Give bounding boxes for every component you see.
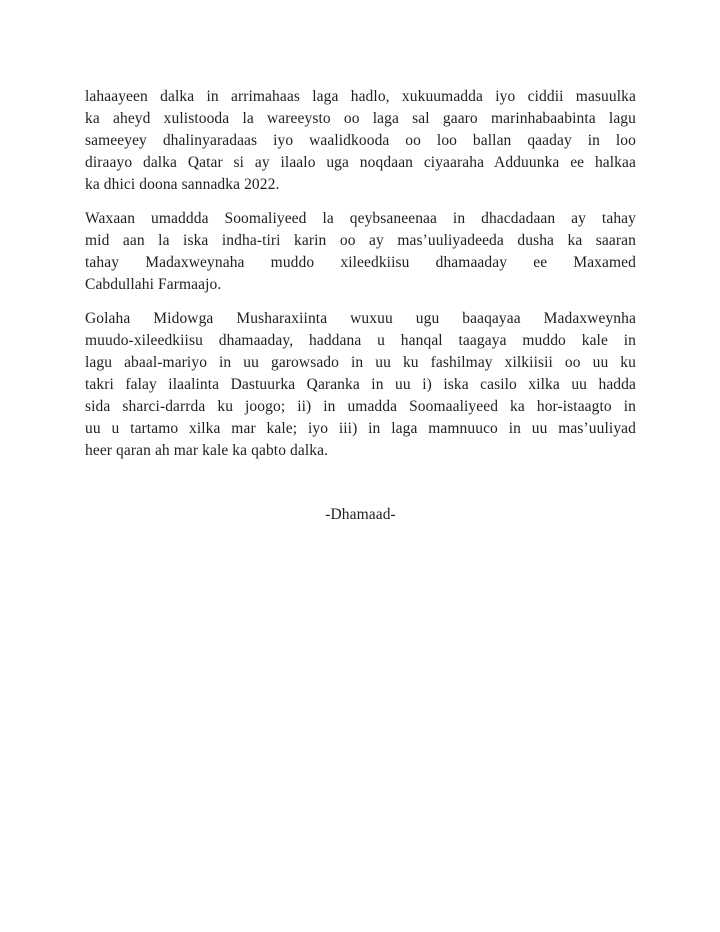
text-line: Waxaan umaddda Soomaliyeed la qeybsaneenaa in dhacdadaan ay tahay bbox=[85, 210, 636, 227]
text-line: lahaayeen dalka in arrimahaas laga hadlo, xukuumadda iyo ciddii masuulka bbox=[85, 88, 636, 105]
text-line: muudo-xileedkiisu dhamaaday, haddana u hanqal taagaya muddo kale in bbox=[85, 332, 636, 349]
text-line: mid aan la iska indha-tiri karin oo ay mas’uuliyadeeda dusha ka saaran bbox=[85, 232, 636, 249]
text-block bbox=[85, 86, 636, 526]
text-line: ka dhici doona sannadka 2022. bbox=[85, 176, 280, 193]
end-marker: -Dhamaad- bbox=[325, 506, 396, 523]
paragraph-3 bbox=[85, 308, 636, 462]
text-line: Cabdullahi Farmaajo. bbox=[85, 276, 222, 293]
text-line: Golaha Midowga Musharaxiinta wuxuu ugu baaqayaa Madaxweynha bbox=[85, 310, 636, 327]
paragraph-1 bbox=[85, 86, 636, 196]
text-line: uu u tartamo xilka mar kale; iyo iii) in laga mamnuuco in uu mas’uuliyad bbox=[85, 420, 636, 437]
paragraph-2 bbox=[85, 208, 636, 296]
text-line: tahay Madaxweynaha muddo xileedkiisu dhamaaday ee Maxamed bbox=[85, 254, 636, 271]
text-line: sida sharci-darrda ku joogo; ii) in umadda Soomaaliyeed ka hor-istaagto in bbox=[85, 398, 636, 415]
text-line: lagu abaal-mariyo in uu garowsado in uu ku fashilmay xilkiisii oo uu ku bbox=[85, 354, 636, 371]
text-line: takri falay ilaalinta Dastuurka Qaranka in uu i) iska casilo xilka uu hadda bbox=[85, 376, 636, 393]
text-line: ka aheyd xulistooda la wareeysto oo laga sal gaaro marinhabaabinta lagu bbox=[85, 110, 636, 127]
text-line: diraayo dalka Qatar si ay ilaalo uga noqdaan ciyaaraha Adduunka ee halkaa bbox=[85, 154, 636, 171]
text-line: sameeyey dhalinyaradaas iyo waalidkooda oo loo ballan qaaday in loo bbox=[85, 132, 636, 149]
text-line: heer qaran ah mar kale ka qabto dalka. bbox=[85, 442, 329, 459]
